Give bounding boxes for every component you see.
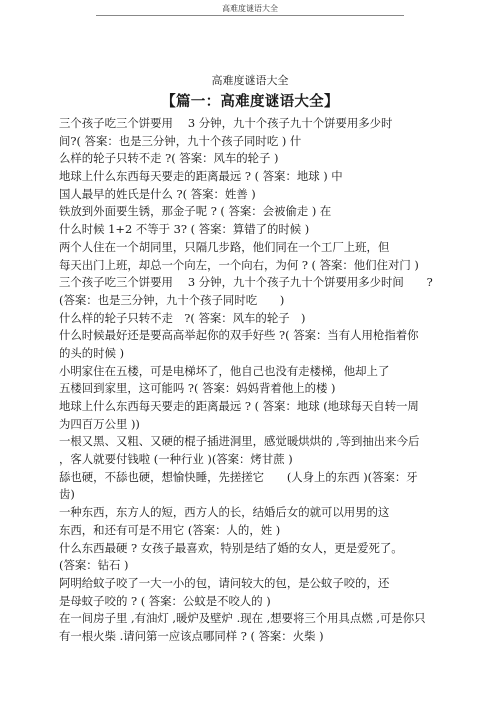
text-line: 地球上什么东西每天要走的距离最远 ? ( 答案：地球 ) 中: [59, 169, 343, 184]
text-line: 的头的时候 ): [59, 345, 125, 360]
text-line: 是母蚊子咬的 ? ( 答案：公蚊是不咬人的 ): [59, 593, 271, 608]
text-line: 什么时候 1+2 不等于 3? ( 答案：算错了的时候 ): [59, 222, 310, 237]
text-line: 么样的轮子只转不走 ?( 答案：风车的轮子 ): [59, 151, 279, 166]
text-line: 什么时候最好还是要高高举起你的双手好些 ?( 答案：当有人用枪指着你: [59, 328, 419, 343]
text-line: 齿): [59, 487, 75, 502]
text-line: 地球上什么东西每天要走的距离最远 ? ( 答案：地球 (地球每天自转一周: [59, 399, 419, 413]
text-line: 国人最早的姓氏是什么 ?( 答案：姓善 ): [59, 186, 256, 201]
text-line: 三个孩子吃三个饼要用 3 分钟，九十个孩子九十个饼要用多少时: [59, 116, 393, 130]
text-line: 铁放到外面要生锈，那金子呢 ? ( 答案：会被偷走 ) 在: [59, 204, 332, 219]
text-line: 东西，和还有可是不用它 (答案：人的，姓 ): [59, 522, 281, 537]
text-line: 阿明给蚊子咬了一大一小的包，请问较大的包，是公蚊子咬的，还: [59, 575, 390, 590]
text-line: 什么样的轮子只转不走 ?( 答案：风车的轮子 ): [59, 310, 306, 325]
text-line: 间?( 答案：也是三分钟，九十个孩子同时吃 ) 什: [59, 133, 302, 148]
riddle-text-body: [59, 115, 459, 646]
text-line: 舔也硬，不舔也硬，想愉快睡，先搓搓它 (人身上的东西 )(答案：牙: [59, 469, 418, 484]
page-header: 高难度谜语大全: [222, 4, 278, 13]
section-heading: 【篇一：高难度谜语大全】: [161, 93, 339, 110]
text-line: ，客人就要付钱啦 (一种行业 )(答案：烤甘蔗 ): [59, 452, 293, 467]
text-line: 在一间房子里 ,有油灯 ,暖炉及壁炉 .现在 ,想要将三个用具点燃 ,可是你只: [59, 611, 426, 626]
text-line: (答案：钻石 ): [59, 558, 129, 573]
text-line: 两个人住在一个胡同里，只隔几步路，他们同在一个工厂上班，但: [59, 239, 390, 254]
text-line: 为四百万公里 )): [59, 416, 140, 431]
text-line: 有一根火柴 .请问第一应该点哪同样 ? ( 答案：火柴 ): [59, 628, 324, 643]
text-line: 三个孩子吃三个饼要用 3 分钟，九十个孩子九十个饼要用多少时间 ?: [59, 275, 433, 290]
text-line: (答案：也是三分钟，九十个孩子同时吃 ): [59, 292, 285, 307]
text-line: 一根又黑、又粗、又硬的棍子插进洞里，感觉暖烘烘的 ,等到抽出来今后: [59, 434, 420, 449]
text-line: 五楼回到家里，这可能吗 ?( 答案：妈妈背着他上的楼 ): [59, 381, 336, 396]
text-line: 什么东西最硬 ? 女孩子最喜欢，特别是结了婚的女人，更是爱死了。: [59, 540, 403, 555]
text-line: 一种东西，东方人的短，西方人的长，结婚后女的就可以用男的这: [59, 505, 390, 520]
text-line: 每天出门上班，却总一个向左，一个向右，为何 ? ( 答案：他们住对门 ): [59, 257, 419, 272]
text-line: 小明家住在五楼，可是电梯坏了，他自己也没有走楼梯，他却上了: [59, 363, 390, 378]
document-title: 高难度谜语大全: [211, 74, 289, 87]
header-divider: [96, 15, 404, 16]
